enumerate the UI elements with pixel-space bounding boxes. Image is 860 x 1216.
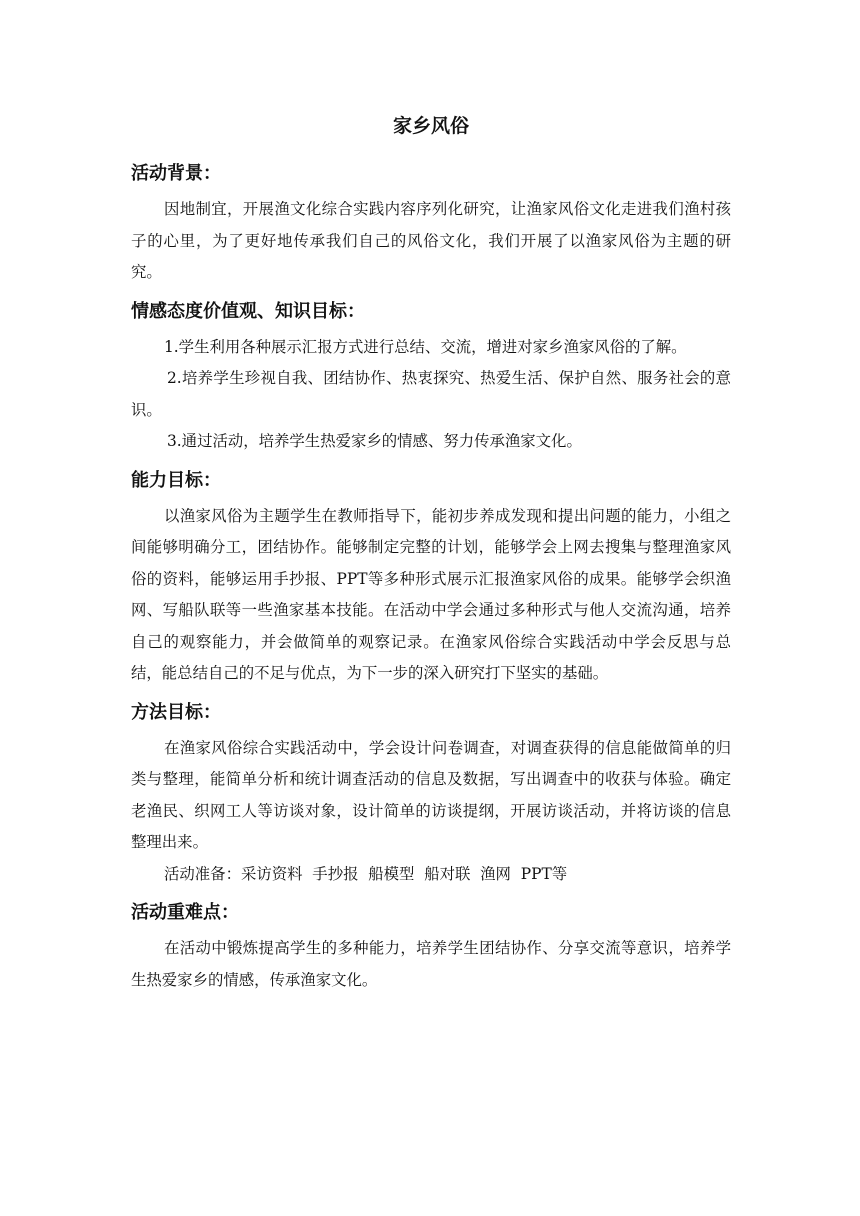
section-goals	[131, 298, 731, 458]
paragraph-keypoints: 在活动中锻炼提高学生的多种能力，培养学生团结协作、分享交流等意识，培养学生热爱家乡的情感，传承渔家文化。	[131, 939, 731, 989]
goal-item-2: 2.培养学生珍视自我、团结协作、热衷探究、热爱生活、保护自然、服务社会的意识。	[131, 369, 731, 419]
heading-keypoints: 活动重难点：	[131, 902, 239, 923]
document-title: 家乡风俗	[392, 115, 469, 137]
heading-method: 方法目标：	[131, 701, 221, 723]
goal-item-3: 3.通过活动，培养学生热爱家乡的情感、努力传承渔家文化。	[167, 432, 582, 450]
section-ability	[131, 467, 731, 690]
section-method	[131, 699, 731, 891]
paragraph-background: 因地制宜，开展渔文化综合实践内容序列化研究，让渔家风俗文化走进我们渔村孩子的心里，为了更好地传承我们自己的风俗文化，我们开展了以渔家风俗为主题的研究。	[131, 200, 731, 281]
activity-preparation: 活动准备：采访资料 手抄报 船模型 船对联 渔网 PPT等	[164, 864, 568, 883]
section-background	[131, 160, 731, 289]
section-keypoints	[131, 899, 731, 996]
heading-goals: 情感态度价值观、知识目标：	[131, 300, 365, 322]
document-page	[131, 112, 731, 1005]
paragraph-method: 在渔家风俗综合实践活动中，学会设计问卷调查，对调查获得的信息能做简单的归类与整理，能简单分析和统计调查活动的信息及数据，写出调查中的收获与体验。确定老渔民、织网工人等访谈对象，设计简单的访谈提纲，开展访谈活动，并将访谈的信息整理出来。	[131, 738, 731, 851]
goal-item-1: 1.学生利用各种展示汇报方式进行总结、交流，增进对家乡渔家风俗的了解。	[164, 337, 687, 356]
heading-ability: 能力目标：	[131, 469, 221, 491]
heading-background: 活动背景：	[131, 163, 221, 184]
paragraph-ability: 以渔家风俗为主题学生在教师指导下，能初步养成发现和提出问题的能力，小组之间能够明确分工，团结协作。能够制定完整的计划，能够学会上网去搜集与整理渔家风俗的资料，能够运用手抄报、PPT等多种形式展示汇报渔家风俗的成果。能够学会织渔网、写船队联等一些渔家基本技能。在活动中学会通过多种形式与他人交流沟通，培养自己的观察能力，并会做简单的观察记录。在渔家风俗综合实践活动中学会反思与总结，能总结自己的不足与优点，为下一步的深入研究打下坚实的基础。	[131, 506, 731, 682]
